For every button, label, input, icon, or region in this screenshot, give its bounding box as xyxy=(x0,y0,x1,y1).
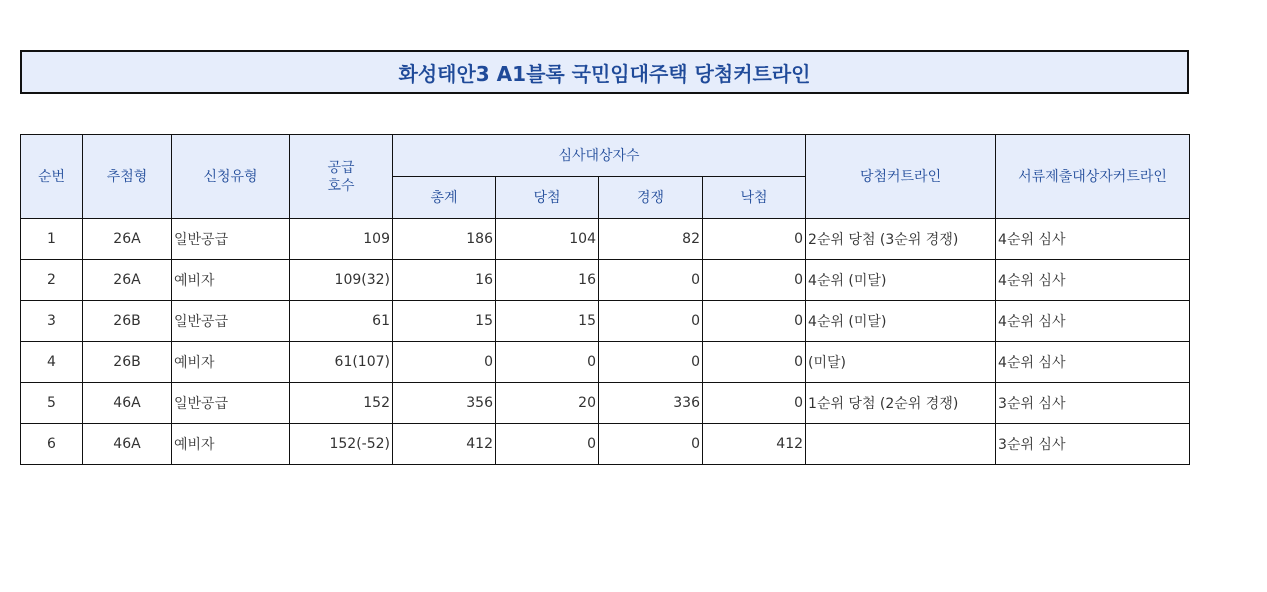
cell-lost: 0 xyxy=(703,383,806,424)
cell-apply-type: 일반공급 xyxy=(172,219,290,260)
cell-cutline xyxy=(806,424,996,465)
table-row xyxy=(21,301,1190,342)
cell-apply-type: 일반공급 xyxy=(172,383,290,424)
cell-apply-type: 예비자 xyxy=(172,260,290,301)
cell-supply: 152(-52) xyxy=(290,424,393,465)
cell-won: 0 xyxy=(496,342,599,383)
cell-compete: 82 xyxy=(599,219,703,260)
header-supply-line2: 호수 xyxy=(327,177,355,194)
cell-cutline: 2순위 당첨 (3순위 경쟁) xyxy=(806,219,996,260)
header-lottery-type: 추첨형 xyxy=(83,135,172,219)
cell-total: 412 xyxy=(393,424,496,465)
cell-seq: 4 xyxy=(21,342,83,383)
table-row xyxy=(21,424,1190,465)
title-banner xyxy=(20,50,1189,94)
cell-compete: 0 xyxy=(599,301,703,342)
cell-lottery-type: 46A xyxy=(83,424,172,465)
cell-apply-type: 예비자 xyxy=(172,424,290,465)
cell-doc-cutline: 4순위 심사 xyxy=(996,301,1190,342)
cell-won: 0 xyxy=(496,424,599,465)
table-row xyxy=(21,219,1190,260)
header-supply xyxy=(290,135,393,219)
cell-cutline: 1순위 당첨 (2순위 경쟁) xyxy=(806,383,996,424)
cell-apply-type: 일반공급 xyxy=(172,301,290,342)
header-seq: 순번 xyxy=(21,135,83,219)
cell-cutline: 4순위 (미달) xyxy=(806,260,996,301)
header-compete: 경쟁 xyxy=(599,177,703,219)
cell-compete: 0 xyxy=(599,342,703,383)
header-won: 당첨 xyxy=(496,177,599,219)
cell-lottery-type: 26B xyxy=(83,301,172,342)
header-cutline: 당첨커트라인 xyxy=(806,135,996,219)
cell-lottery-type: 26A xyxy=(83,260,172,301)
cell-doc-cutline: 4순위 심사 xyxy=(996,342,1190,383)
cell-cutline: (미달) xyxy=(806,342,996,383)
cell-lost: 0 xyxy=(703,219,806,260)
header-total: 총계 xyxy=(393,177,496,219)
cell-lottery-type: 46A xyxy=(83,383,172,424)
cell-doc-cutline: 3순위 심사 xyxy=(996,383,1190,424)
table-row xyxy=(21,260,1190,301)
cell-won: 15 xyxy=(496,301,599,342)
cell-compete: 0 xyxy=(599,260,703,301)
cell-seq: 1 xyxy=(21,219,83,260)
cell-supply: 61 xyxy=(290,301,393,342)
cell-won: 16 xyxy=(496,260,599,301)
cell-total: 15 xyxy=(393,301,496,342)
header-supply-line1: 공급 xyxy=(327,159,355,176)
cell-total: 186 xyxy=(393,219,496,260)
cell-cutline: 4순위 (미달) xyxy=(806,301,996,342)
cell-seq: 2 xyxy=(21,260,83,301)
header-lost: 낙첨 xyxy=(703,177,806,219)
cell-supply: 109(32) xyxy=(290,260,393,301)
header-apply-type: 신청유형 xyxy=(172,135,290,219)
cell-doc-cutline: 4순위 심사 xyxy=(996,260,1190,301)
cell-compete: 336 xyxy=(599,383,703,424)
cell-seq: 5 xyxy=(21,383,83,424)
cell-doc-cutline: 4순위 심사 xyxy=(996,219,1190,260)
header-review-group: 심사대상자수 xyxy=(393,135,806,177)
cell-lottery-type: 26B xyxy=(83,342,172,383)
cell-lost: 0 xyxy=(703,301,806,342)
cell-doc-cutline: 3순위 심사 xyxy=(996,424,1190,465)
cell-supply: 152 xyxy=(290,383,393,424)
cell-lost: 412 xyxy=(703,424,806,465)
cell-supply: 109 xyxy=(290,219,393,260)
cell-lost: 0 xyxy=(703,260,806,301)
cell-supply: 61(107) xyxy=(290,342,393,383)
table-row xyxy=(21,383,1190,424)
cell-compete: 0 xyxy=(599,424,703,465)
cell-won: 104 xyxy=(496,219,599,260)
cell-seq: 3 xyxy=(21,301,83,342)
cell-lost: 0 xyxy=(703,342,806,383)
cell-total: 16 xyxy=(393,260,496,301)
table-row xyxy=(21,342,1190,383)
cell-lottery-type: 26A xyxy=(83,219,172,260)
cell-apply-type: 예비자 xyxy=(172,342,290,383)
cell-total: 356 xyxy=(393,383,496,424)
cell-total: 0 xyxy=(393,342,496,383)
header-doc-cutline: 서류제출대상자커트라인 xyxy=(996,135,1190,219)
cell-seq: 6 xyxy=(21,424,83,465)
page-title: 화성태안3 A1블록 국민임대주택 당첨커트라인 xyxy=(398,61,811,86)
cutline-table xyxy=(20,134,1190,465)
cell-won: 20 xyxy=(496,383,599,424)
